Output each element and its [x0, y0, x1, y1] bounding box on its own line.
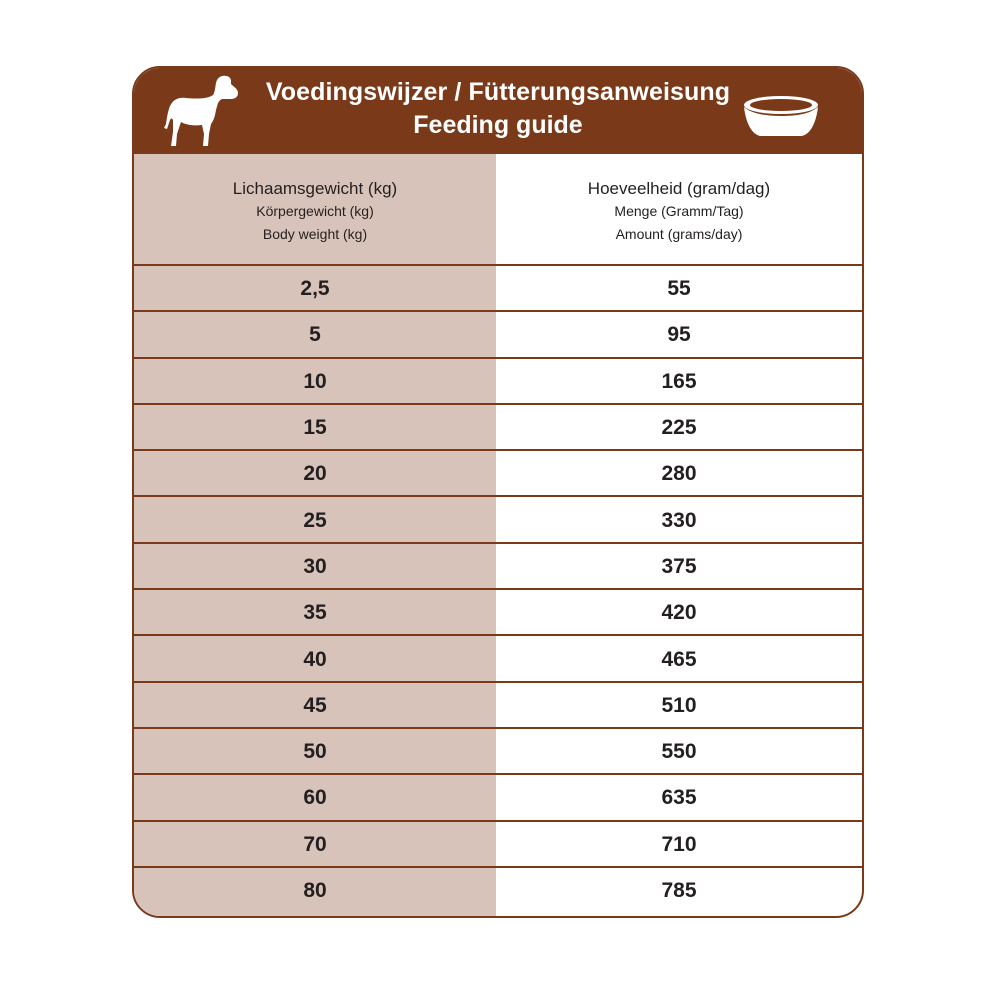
table-row	[134, 264, 862, 310]
weight-cell: 20	[303, 462, 327, 486]
table-row	[134, 495, 862, 541]
amount-cell: 510	[661, 693, 697, 717]
weight-cell: 50	[303, 740, 327, 764]
weight-header-en: Body weight (kg)	[262, 226, 368, 242]
amount-cell: 95	[667, 323, 691, 347]
amount-cell: 225	[661, 416, 697, 440]
table-row	[134, 820, 862, 866]
weight-cell: 5	[309, 323, 321, 347]
weight-cell: 60	[303, 786, 327, 810]
amount-header-en: Amount (grams/day)	[615, 226, 743, 242]
feeding-guide-table	[132, 66, 864, 918]
amount-cell: 330	[661, 508, 697, 532]
weight-cell: 10	[303, 369, 327, 393]
weight-cell: 30	[303, 554, 327, 578]
page-title: Voedingswijzer / Fütterungsanweisung	[265, 78, 731, 106]
table-row	[134, 357, 862, 403]
page-subtitle: Feeding guide	[413, 111, 583, 139]
amount-cell: 280	[661, 462, 697, 486]
amount-cell: 165	[661, 369, 697, 393]
title-banner	[134, 68, 862, 154]
weight-cell: 2,5	[300, 277, 330, 301]
table-row	[134, 634, 862, 680]
table-row	[134, 403, 862, 449]
amount-cell: 635	[661, 786, 697, 810]
weight-cell: 35	[303, 601, 327, 625]
weight-cell: 80	[303, 879, 327, 902]
amount-cell: 375	[661, 554, 697, 578]
table-row	[134, 727, 862, 773]
table-row	[134, 310, 862, 356]
weight-cell: 25	[303, 508, 327, 532]
amount-cell: 420	[661, 601, 697, 625]
weight-cell: 15	[303, 416, 327, 440]
weight-column-header	[134, 154, 496, 266]
amount-cell: 465	[661, 647, 697, 671]
weight-cell: 45	[303, 693, 327, 717]
amount-cell: 710	[661, 832, 697, 856]
amount-cell: 550	[661, 740, 697, 764]
table-row	[134, 542, 862, 588]
amount-header-nl: Hoeveelheid (gram/dag)	[587, 179, 771, 198]
table-row	[134, 588, 862, 634]
amount-cell: 785	[661, 879, 697, 902]
weight-cell: 70	[303, 832, 327, 856]
food-bowl-icon	[740, 94, 822, 140]
weight-header-nl: Lichaamsgewicht (kg)	[232, 179, 398, 198]
table-row	[134, 773, 862, 819]
amount-cell: 55	[667, 277, 691, 301]
table-row	[134, 681, 862, 727]
weight-cell: 40	[303, 647, 327, 671]
weight-header-de: Körpergewicht (kg)	[256, 203, 374, 219]
table-row	[134, 866, 862, 912]
table-row	[134, 449, 862, 495]
table-body	[134, 264, 862, 912]
amount-header-de: Menge (Gramm/Tag)	[614, 203, 744, 219]
amount-column-header	[496, 154, 862, 266]
